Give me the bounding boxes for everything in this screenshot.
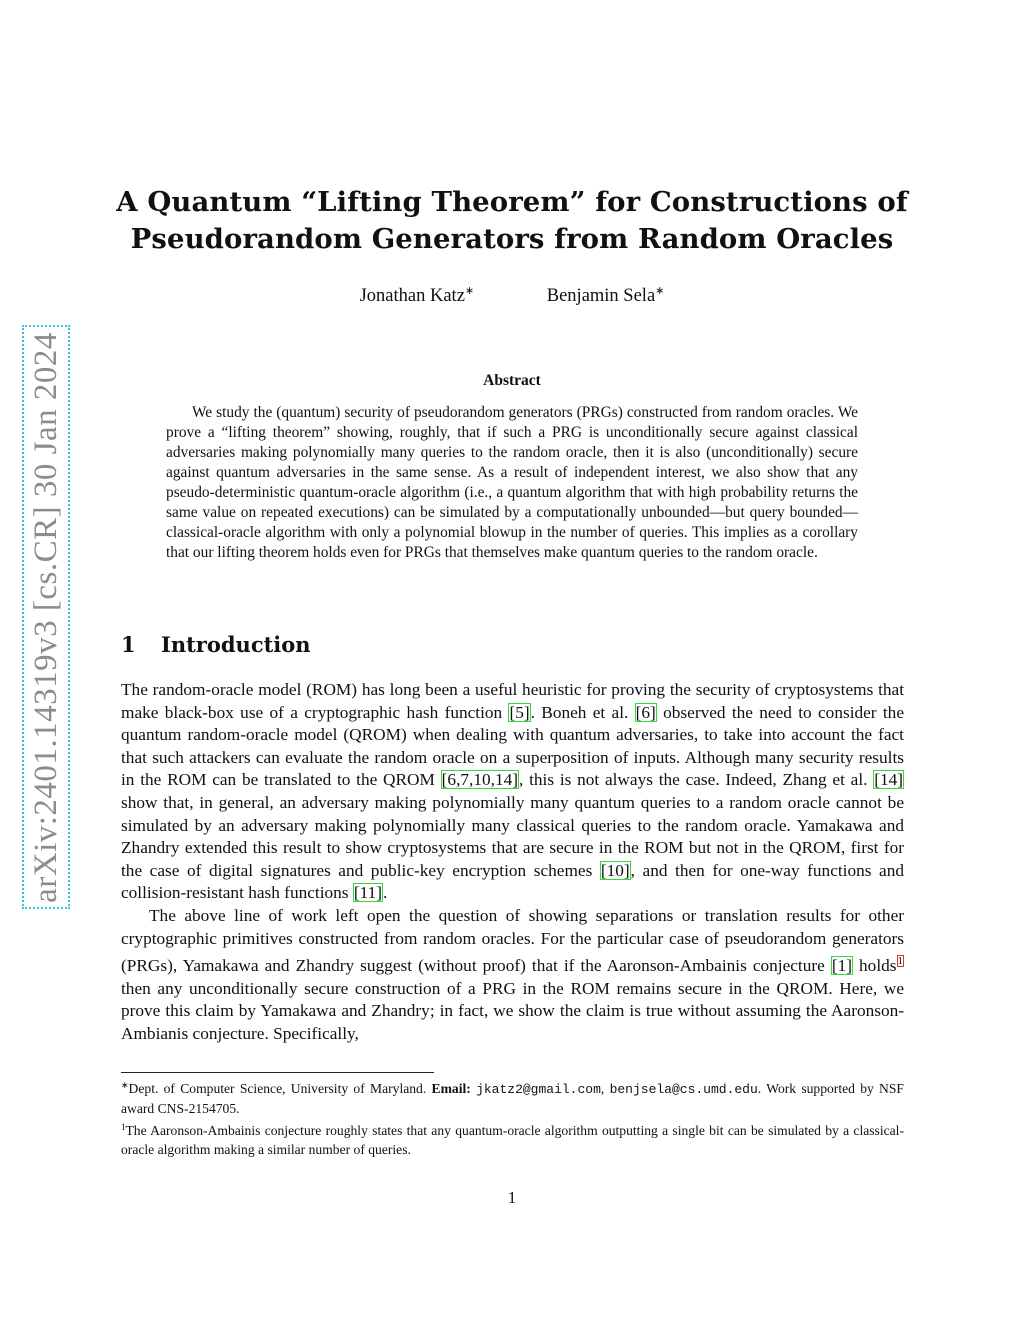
text-run: holds bbox=[853, 956, 897, 976]
text-run: . Work supported by NSF award CNS-2154705. bbox=[121, 1081, 904, 1116]
text-run: . bbox=[382, 883, 388, 903]
text-run: , this is not always the case. Indeed, Zhang et al. bbox=[519, 770, 874, 790]
abstract-text: We study the (quantum) security of pseudorandom generators (PRGs) constructed from random oracles. We prove a “lifting theorem” showing, roughly, that if such a PRG is unconditionally secure against classical adversaries making polynomially many queries to the random oracle, then it is also (unconditionally) secure against quantum adversaries in the same sense. As a result of independent interest, we also show that any pseudo-deterministic quantum-oracle algorithm (i.e., a quantum algorithm that with high probability returns the same value on repeated executions) can be simulated by a computationally unbounded—but query bounded—classical-oracle algorithm with only a polynomial blowup in the number of queries. This implies as a corollary that our lifting theorem holds even for PRGs that themselves make quantum queries to the random oracle. bbox=[166, 404, 858, 561]
paragraph bbox=[121, 679, 904, 905]
abstract-heading: Abstract bbox=[483, 372, 541, 389]
text-run: The above line of work left open the question of showing separations or translation results for other cryptographic primitives constructed from random oracles. For the particular case of pseudorandom generators (PRGs), Yamakawa and Zhandry suggest (without proof) that if the Aaronson-Ambainis conjecture bbox=[121, 905, 904, 976]
author-name: Jonathan Katz bbox=[359, 286, 465, 306]
author-name: Benjamin Sela bbox=[546, 286, 656, 306]
citation-link[interactable]: [5] bbox=[509, 702, 530, 722]
text-run: , bbox=[600, 1081, 610, 1096]
paper-title-line-2: Pseudorandom Generators from Random Oracles bbox=[130, 223, 894, 255]
section-number: 1 bbox=[121, 632, 136, 657]
footnote-mark: ∗ bbox=[121, 1080, 129, 1090]
author-sela bbox=[547, 284, 665, 307]
text-run: The random-oracle model (ROM) has long been a useful heuristic for proving the security of cryptosystems that make black-box use of a cryptographic hash function bbox=[121, 680, 904, 722]
text-run: observed the need to consider the quantum random-oracle model (QROM) when dealing with quantum adversaries, to take into account the fact that such attackers can evaluate the random oracle on a superposition of inputs. Although many security results in the ROM can be translated to the QROM bbox=[121, 702, 904, 790]
footnote-link[interactable]: 1 bbox=[897, 955, 903, 968]
author-katz bbox=[360, 284, 475, 307]
citation-link[interactable]: [6,7,10,14] bbox=[441, 770, 518, 790]
citation-link[interactable]: [11] bbox=[353, 883, 382, 903]
section-title: Introduction bbox=[161, 632, 311, 657]
citation-link[interactable]: [1] bbox=[831, 956, 852, 976]
author-affiliation-mark: ∗ bbox=[464, 285, 475, 297]
citation-link[interactable]: [6] bbox=[635, 702, 656, 722]
text-run: show that, in general, an adversary making polynomially many quantum queries to a random oracle cannot be simulated by an adversary making polynomially many classical queries to the random oracle. Yamakawa and Zhandry extended this result to show cryptosystems that are secure in the ROM but not in the QROM, first for the case of digital signatures and public-key encryption schemes bbox=[121, 792, 904, 880]
section-heading bbox=[121, 632, 311, 657]
text-run: then any unconditionally secure construction of a PRG in the ROM remains secure in the QROM. Here, we prove this claim by Yamakawa and Zhandry; in fact, we show the claim is true without assuming the Aaronson-Ambianis conjecture. Specifically, bbox=[121, 978, 904, 1043]
footnotes bbox=[121, 1076, 904, 1159]
author-list bbox=[0, 284, 1024, 307]
arxiv-stamp-text: arXiv:2401.14319v3 [cs.CR] 30 Jan 2024 bbox=[27, 331, 64, 903]
email-label: Email: bbox=[431, 1081, 471, 1096]
email-sela: benjsela@cs.umd.edu bbox=[609, 1082, 758, 1097]
email-katz: jkatz2@gmail.com bbox=[476, 1082, 601, 1097]
arxiv-stamp bbox=[22, 325, 70, 909]
paragraph bbox=[121, 905, 904, 1046]
author-affiliation-mark: ∗ bbox=[655, 285, 665, 297]
text-run: Dept. of Computer Science, University of Maryland. bbox=[128, 1081, 432, 1096]
text-run: , and then for one-way functions and collision-resistant hash functions bbox=[121, 860, 904, 903]
text-run: The Aaronson-Ambainis conjecture roughly states that any quantum-oracle algorithm outputting a single bit can be simulated by a classical-oracle algorithm making a similar number of queries. bbox=[121, 1123, 904, 1157]
paper-title bbox=[100, 184, 924, 258]
paper-title-line-1: A Quantum “Lifting Theorem” for Constructions of bbox=[116, 186, 908, 218]
introduction-body bbox=[121, 679, 904, 1046]
citation-link[interactable]: [10] bbox=[600, 860, 630, 880]
footnote-1 bbox=[121, 1118, 904, 1159]
page-number: 1 bbox=[507, 1188, 517, 1207]
citation-link[interactable]: [14] bbox=[874, 770, 903, 790]
footnote-mark: 1 bbox=[121, 1122, 126, 1132]
footnote-affiliation bbox=[121, 1076, 904, 1118]
text-run: . Boneh et al. bbox=[530, 702, 635, 722]
footnote-divider bbox=[121, 1072, 434, 1073]
